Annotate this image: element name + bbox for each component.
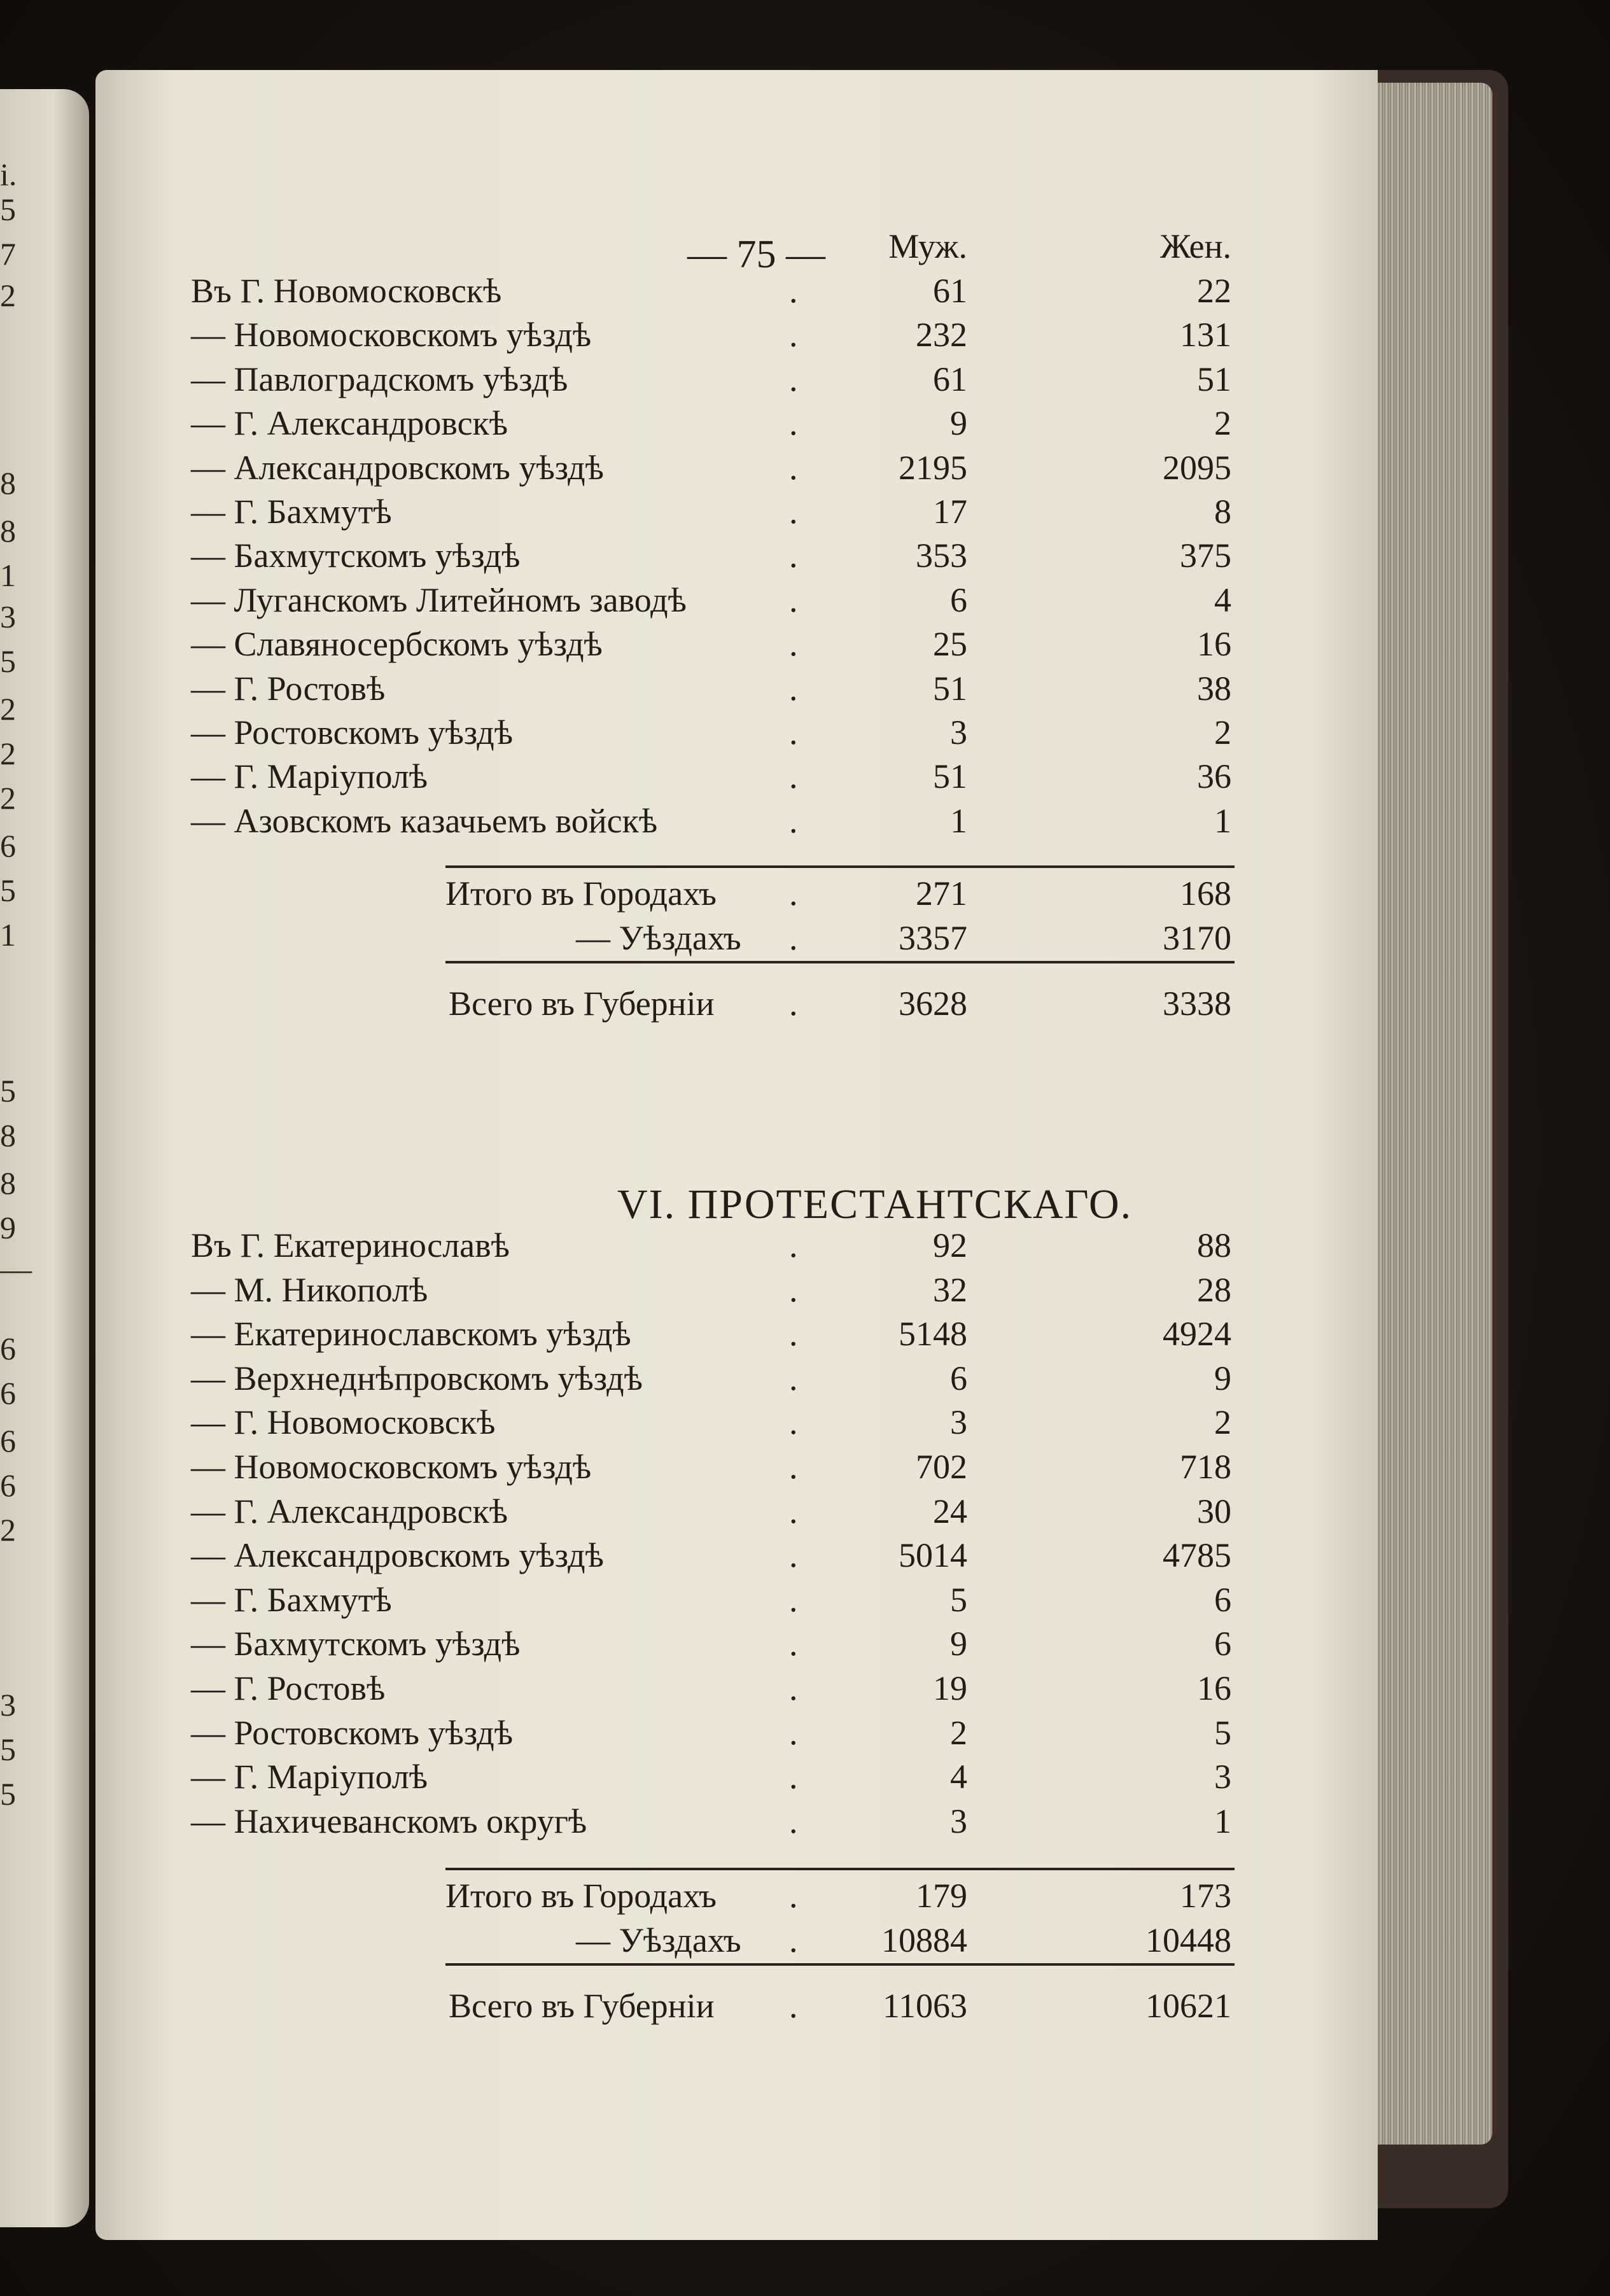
men-value: 9 [950, 404, 967, 442]
row-label: — Г. Бахмутѣ [191, 1581, 392, 1619]
leader-dot: . [789, 1492, 798, 1530]
leader-dot: . [789, 1536, 798, 1574]
women-value: 1 [1214, 1802, 1231, 1840]
row-label: — Новомосковскомъ уѣздѣ [191, 316, 592, 354]
women-value: 2 [1214, 1403, 1231, 1441]
men-value: 271 [916, 874, 967, 913]
men-value: 6 [950, 581, 967, 619]
left-margin-number: 6 [0, 1423, 16, 1459]
leader-dot: . [789, 713, 798, 752]
row-label: — Бахмутскомъ уѣздѣ [191, 1625, 521, 1663]
women-column-header: Жен. [1159, 227, 1231, 265]
row-label: — Г. Александровскѣ [191, 404, 508, 442]
women-value: 4924 [1163, 1315, 1231, 1353]
women-value: 36 [1197, 757, 1231, 795]
leader-dot: . [789, 874, 798, 913]
row-label: — Г. Маріуполѣ [191, 1758, 428, 1796]
row-label: — Г. Александровскѣ [191, 1492, 508, 1530]
men-value: 5148 [899, 1315, 967, 1353]
women-value: 9 [1214, 1359, 1231, 1397]
leader-dot: . [789, 1625, 798, 1663]
row-label: — Александровскомъ уѣздѣ [191, 1536, 604, 1574]
left-margin-number: 9 [0, 1210, 16, 1245]
women-value: 88 [1197, 1226, 1231, 1264]
table-rule [445, 1868, 1235, 1870]
women-value: 3338 [1163, 984, 1231, 1023]
women-value: 6 [1214, 1581, 1231, 1619]
left-margin-number: 6 [0, 1331, 16, 1366]
row-label: — Павлоградскомъ уѣздѣ [191, 360, 568, 398]
leader-dot: . [789, 581, 798, 619]
left-margin-number: 6 [0, 1467, 16, 1503]
leader-dot: . [789, 1581, 798, 1619]
row-label: — Г. Бахмутѣ [191, 493, 392, 531]
women-value: 3170 [1163, 919, 1231, 957]
women-value: 6 [1214, 1625, 1231, 1663]
row-label: — Славяносербскомъ уѣздѣ [191, 625, 603, 663]
row-label: Итого въ Городахъ [445, 1877, 717, 1915]
men-value: 5 [950, 1581, 967, 1619]
page-edges [1371, 83, 1492, 2145]
left-margin-number: — [0, 1251, 32, 1287]
women-value: 2 [1214, 404, 1231, 442]
row-label: — Александровскомъ уѣздѣ [191, 449, 604, 487]
women-value: 173 [1180, 1877, 1231, 1915]
row-label: — Азовскомъ казачьемъ войскѣ [191, 802, 658, 840]
leader-dot: . [789, 1669, 798, 1707]
left-margin-number: 1 [0, 917, 16, 953]
page-number: — 75 — [687, 233, 825, 276]
women-value: 16 [1197, 1669, 1231, 1707]
left-margin-number: 6 [0, 828, 16, 864]
left-margin-number: 7 [0, 236, 16, 272]
leader-dot: . [789, 1271, 798, 1309]
leader-dot: . [789, 449, 798, 487]
row-label: — Уѣздахъ [576, 1921, 741, 1959]
row-label: Въ Г. Екатеринославѣ [191, 1226, 510, 1264]
leader-dot: . [789, 625, 798, 663]
men-value: 61 [933, 360, 967, 398]
women-value: 1 [1214, 802, 1231, 840]
men-value: 232 [916, 316, 967, 354]
men-value: 25 [933, 625, 967, 663]
men-value: 2 [950, 1714, 967, 1752]
left-margin-number: 5 [0, 643, 16, 679]
women-value: 10448 [1145, 1921, 1231, 1959]
left-margin-number: 5 [0, 1732, 16, 1767]
leader-dot: . [789, 1921, 798, 1959]
row-label: — Г. Маріуполѣ [191, 757, 428, 795]
women-value: 4785 [1163, 1536, 1231, 1574]
leader-dot: . [789, 1987, 798, 2025]
table-rule [445, 1963, 1235, 1966]
men-value: 32 [933, 1271, 967, 1309]
leader-dot: . [789, 360, 798, 398]
women-value: 5 [1214, 1714, 1231, 1752]
men-value: 3 [950, 1802, 967, 1840]
women-value: 4 [1214, 581, 1231, 619]
left-margin-number: 5 [0, 1776, 16, 1812]
women-value: 718 [1180, 1448, 1231, 1486]
men-value: 179 [916, 1877, 967, 1915]
left-margin-number: 3 [0, 1687, 16, 1723]
leader-dot: . [789, 919, 798, 957]
row-label: — Г. Ростовѣ [191, 1669, 386, 1707]
left-margin-number: і. [0, 157, 17, 192]
book-page [95, 70, 1378, 2240]
men-value: 3 [950, 1403, 967, 1441]
women-value: 131 [1180, 316, 1231, 354]
men-column-header: Муж. [888, 227, 967, 265]
row-label: — Уѣздахъ [576, 919, 741, 957]
men-value: 17 [933, 493, 967, 531]
women-value: 51 [1197, 360, 1231, 398]
men-value: 2195 [899, 449, 967, 487]
row-label: — Бахмутскомъ уѣздѣ [191, 536, 521, 575]
men-value: 11063 [883, 1987, 967, 2025]
women-value: 30 [1197, 1492, 1231, 1530]
row-label: — М. Никополѣ [191, 1271, 428, 1309]
women-value: 10621 [1145, 1987, 1231, 2025]
leader-dot: . [789, 536, 798, 575]
row-label: — Луганскомъ Литейномъ заводѣ [191, 581, 687, 619]
left-margin-number: 8 [0, 1117, 16, 1153]
leader-dot: . [789, 316, 798, 354]
men-value: 92 [933, 1226, 967, 1264]
women-value: 38 [1197, 669, 1231, 708]
women-value: 168 [1180, 874, 1231, 913]
leader-dot: . [789, 493, 798, 531]
row-label: Всего въ Губерніи [449, 1987, 715, 2025]
leader-dot: . [789, 272, 798, 310]
leader-dot: . [789, 1877, 798, 1915]
leader-dot: . [789, 1403, 798, 1441]
men-value: 51 [933, 669, 967, 708]
men-value: 19 [933, 1669, 967, 1707]
row-label: Всего въ Губерніи [449, 984, 715, 1023]
left-margin-number: 5 [0, 872, 16, 908]
leader-dot: . [789, 1714, 798, 1752]
table-rule [445, 865, 1235, 868]
row-label: — Новомосковскомъ уѣздѣ [191, 1448, 592, 1486]
row-label: — Нахичеванскомъ округѣ [191, 1802, 587, 1840]
row-label: Въ Г. Новомосковскѣ [191, 272, 502, 310]
row-label: — Г. Ростовѣ [191, 669, 386, 708]
men-value: 24 [933, 1492, 967, 1530]
leader-dot: . [789, 1758, 798, 1796]
left-margin-number: 8 [0, 1165, 16, 1201]
women-value: 22 [1197, 272, 1231, 310]
leader-dot: . [789, 1315, 798, 1353]
women-value: 8 [1214, 493, 1231, 531]
men-value: 353 [916, 536, 967, 575]
row-label: Итого въ Городахъ [445, 874, 717, 913]
men-value: 6 [950, 1359, 967, 1397]
leader-dot: . [789, 984, 798, 1023]
women-value: 375 [1180, 536, 1231, 575]
men-value: 10884 [881, 1921, 967, 1959]
leader-dot: . [789, 1226, 798, 1264]
leader-dot: . [789, 1359, 798, 1397]
table-rule [445, 961, 1235, 963]
women-value: 28 [1197, 1271, 1231, 1309]
men-value: 1 [950, 802, 967, 840]
left-margin-number: 2 [0, 277, 16, 313]
women-value: 2095 [1163, 449, 1231, 487]
left-margin-number: 5 [0, 1073, 16, 1109]
section-title: VI. ПРОТЕСТАНТСКАГО. [617, 1181, 1133, 1228]
row-label: — Г. Новомосковскѣ [191, 1403, 496, 1441]
left-margin-number: 3 [0, 599, 16, 634]
women-value: 16 [1197, 625, 1231, 663]
left-margin-number: 2 [0, 1512, 16, 1548]
leader-dot: . [789, 404, 798, 442]
left-margin-number: 5 [0, 192, 16, 227]
leader-dot: . [789, 1802, 798, 1840]
leader-dot: . [789, 802, 798, 840]
men-value: 3 [950, 713, 967, 752]
men-value: 5014 [899, 1536, 967, 1574]
leader-dot: . [789, 1448, 798, 1486]
men-value: 4 [950, 1758, 967, 1796]
left-margin-number: 2 [0, 691, 16, 727]
men-value: 3628 [899, 984, 967, 1023]
left-margin-number: 2 [0, 780, 16, 816]
leader-dot: . [789, 757, 798, 795]
women-value: 3 [1214, 1758, 1231, 1796]
row-label: — Верхнеднѣпровскомъ уѣздѣ [191, 1359, 643, 1397]
row-label: — Ростовскомъ уѣздѣ [191, 713, 514, 752]
men-value: 3357 [899, 919, 967, 957]
left-margin-number: 2 [0, 736, 16, 771]
left-margin-number: 1 [0, 557, 16, 593]
leader-dot: . [789, 669, 798, 708]
left-margin-number: 8 [0, 513, 16, 549]
men-value: 9 [950, 1625, 967, 1663]
men-value: 702 [916, 1448, 967, 1486]
row-label: — Ростовскомъ уѣздѣ [191, 1714, 514, 1752]
men-value: 61 [933, 272, 967, 310]
left-margin-number: 8 [0, 465, 16, 501]
left-margin-number: 6 [0, 1375, 16, 1411]
women-value: 2 [1214, 713, 1231, 752]
row-label: — Екатеринославскомъ уѣздѣ [191, 1315, 631, 1353]
left-page-fragment [0, 89, 89, 2227]
men-value: 51 [933, 757, 967, 795]
